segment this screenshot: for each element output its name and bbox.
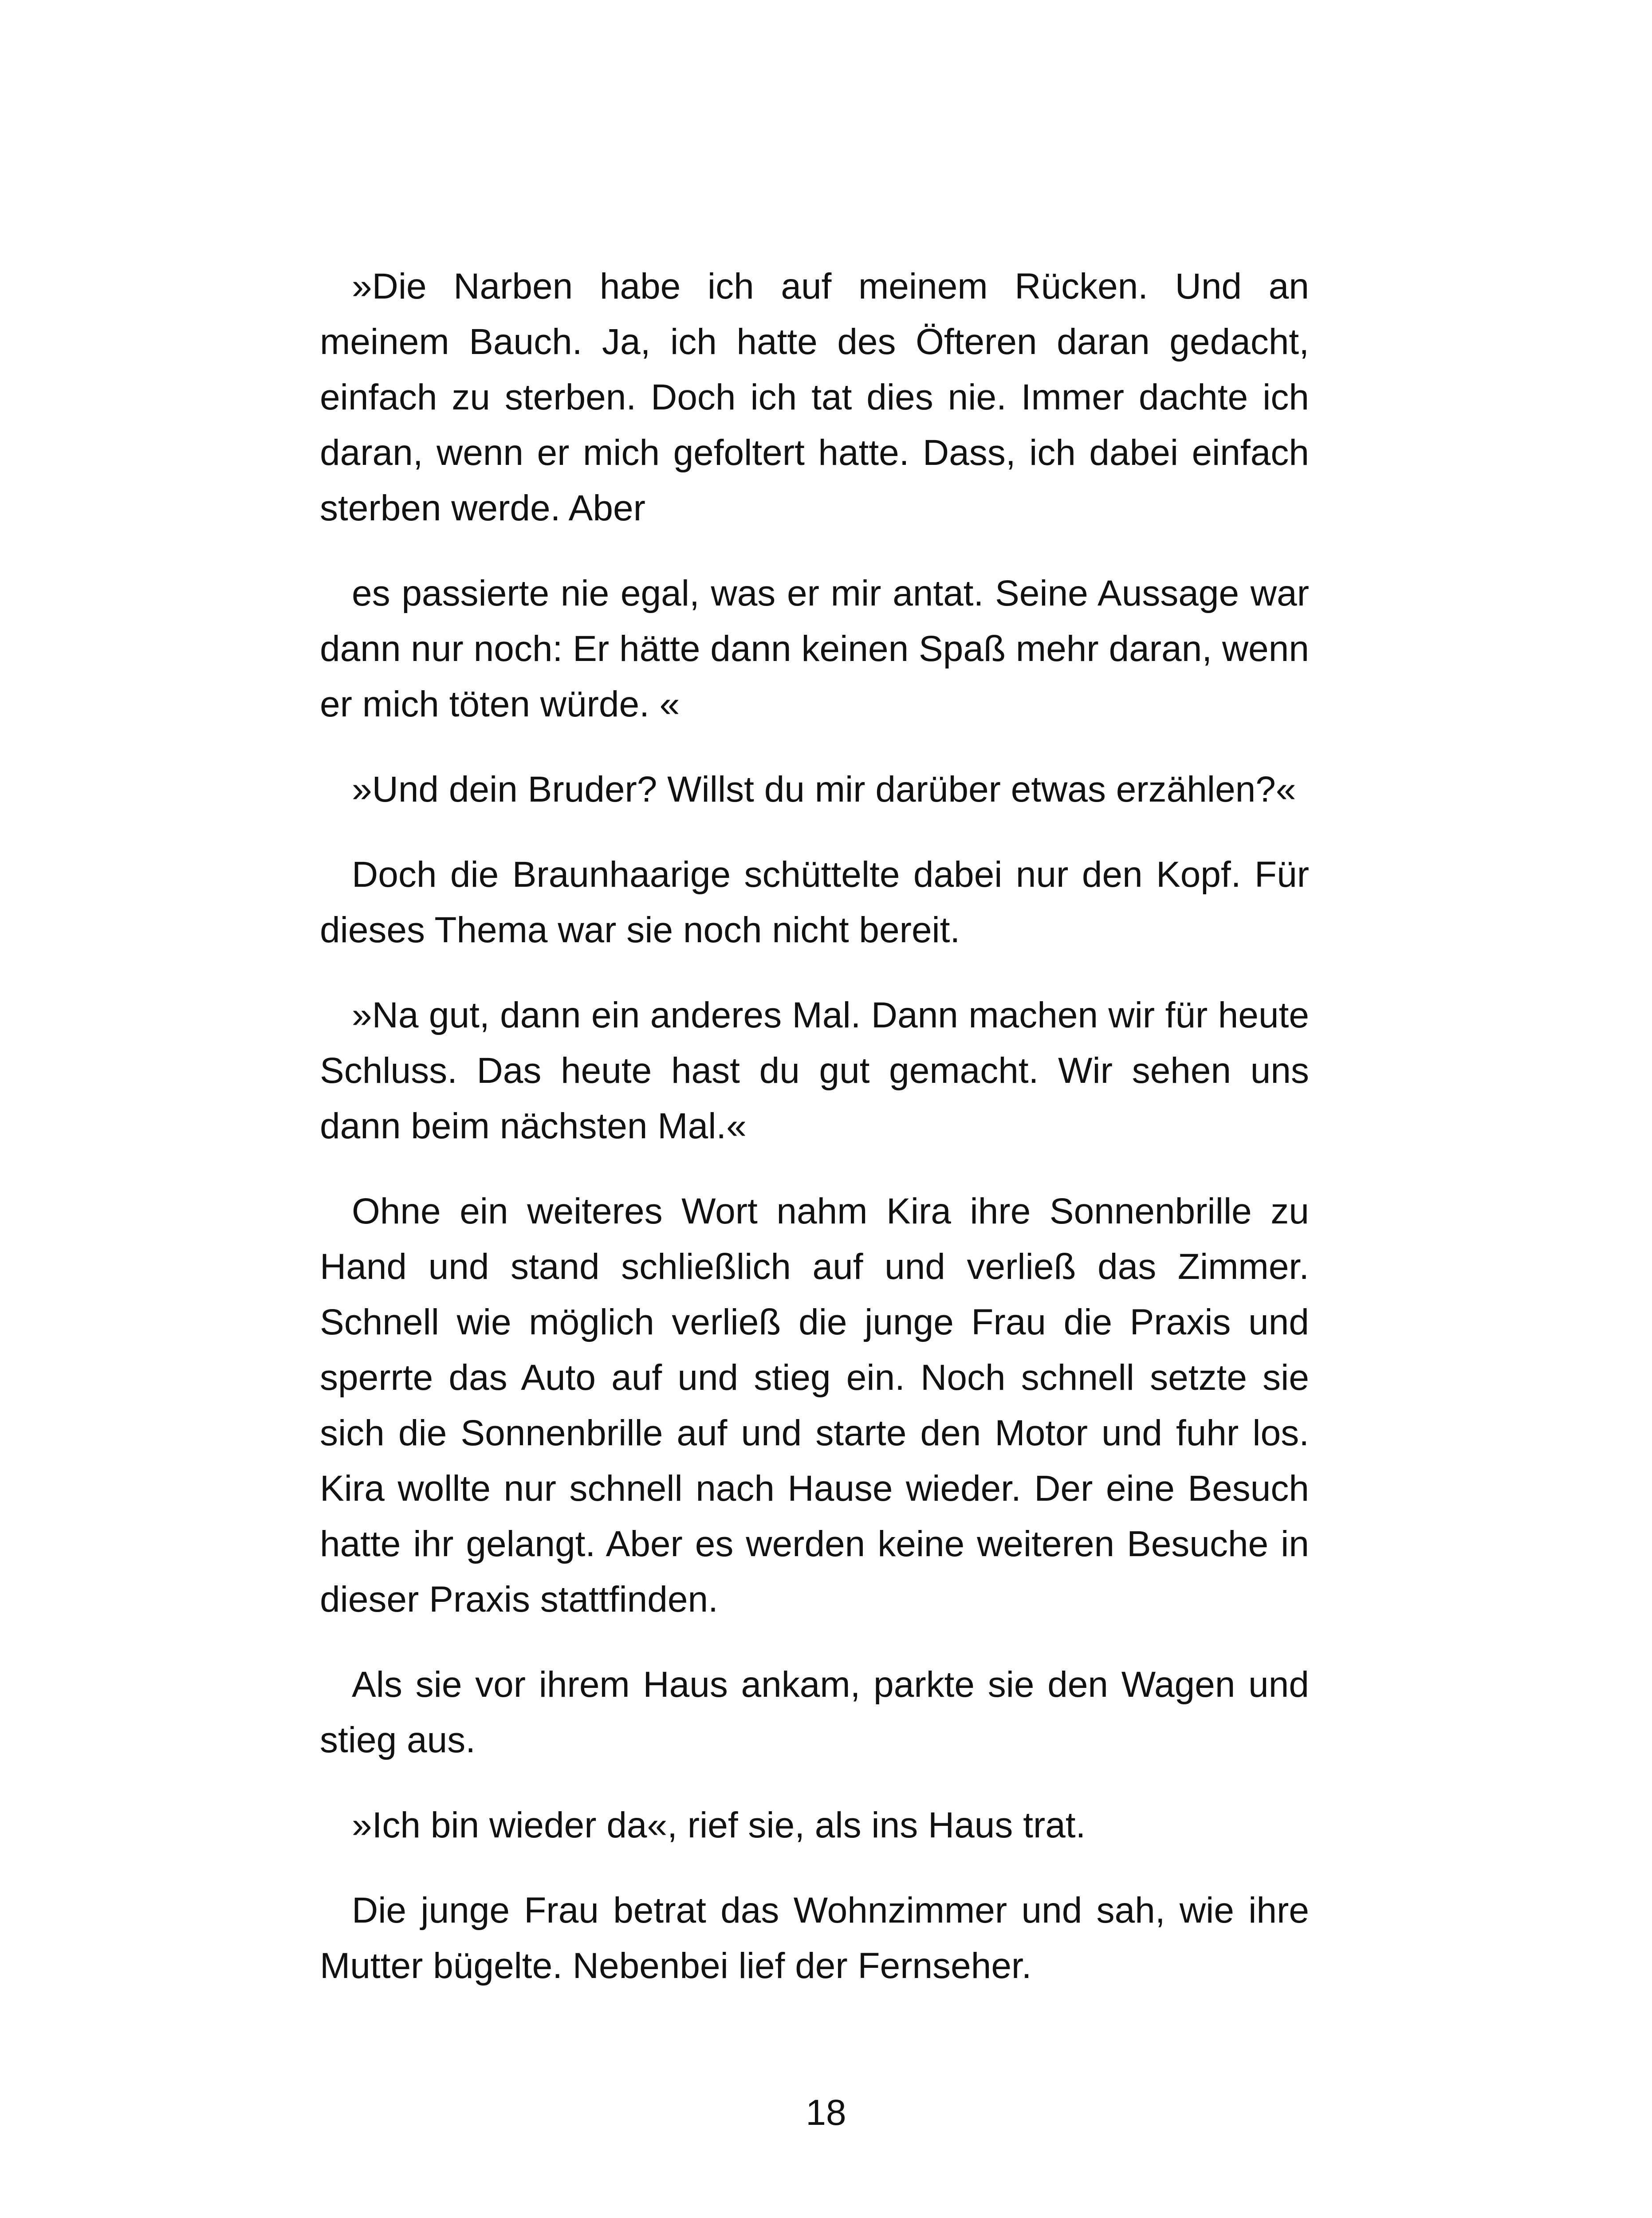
paragraph: es passierte nie egal, was er mir antat. Seine Aussage war dann nur noch: Er hätte dann keinen Spaß mehr daran, wenn er mich töten würde. « [320,573,1309,724]
page-body-text [320,259,1309,2023]
paragraph: Ohne ein weiteres Wort nahm Kira ihre Sonnenbrille zu Hand und stand schließlich auf und verließ das Zimmer. Schnell wie möglich verließ die junge Frau die Praxis und sperrte das Auto auf und stieg ein. Noch schnell setzte sie sich die Sonnenbrille auf und starte den Motor und fuhr los. Kira wollte nur schnell nach Hause wieder. Der eine Besuch hatte ihr gelangt. Aber es werden keine weiteren Besuche in dieser Praxis stattfinden. [320,1191,1309,1620]
paragraph: »Na gut, dann ein anderes Mal. Dann machen wir für heute Schluss. Das heute hast du gut gemacht. Wir sehen uns dann beim nächsten Mal.« [320,995,1309,1146]
paragraph: Doch die Braunhaarige schüttelte dabei nur den Kopf. Für dieses Thema war sie noch nicht bereit. [320,854,1309,950]
paragraph: Als sie vor ihrem Haus ankam, parkte sie den Wagen und stieg aus. [320,1664,1309,1760]
paragraph: »Ich bin wieder da«, rief sie, als ins Haus trat. [352,1805,1086,1845]
paragraph: »Und dein Bruder? Willst du mir darüber etwas erzählen?« [352,769,1296,810]
paragraph: Die junge Frau betrat das Wohnzimmer und sah, wie ihre Mutter bügelte. Nebenbei lief der Fernseher. [320,1890,1309,1986]
paragraph: »Die Narben habe ich auf meinem Rücken. Und an meinem Bauch. Ja, ich hatte des Öfteren daran gedacht, einfach zu sterben. Doch ich tat dies nie. Immer dachte ich daran, wenn er mich gefoltert hatte. Dass, ich dabei einfach sterben werde. Aber [320,266,1309,528]
page-number: 18 [806,2092,846,2133]
